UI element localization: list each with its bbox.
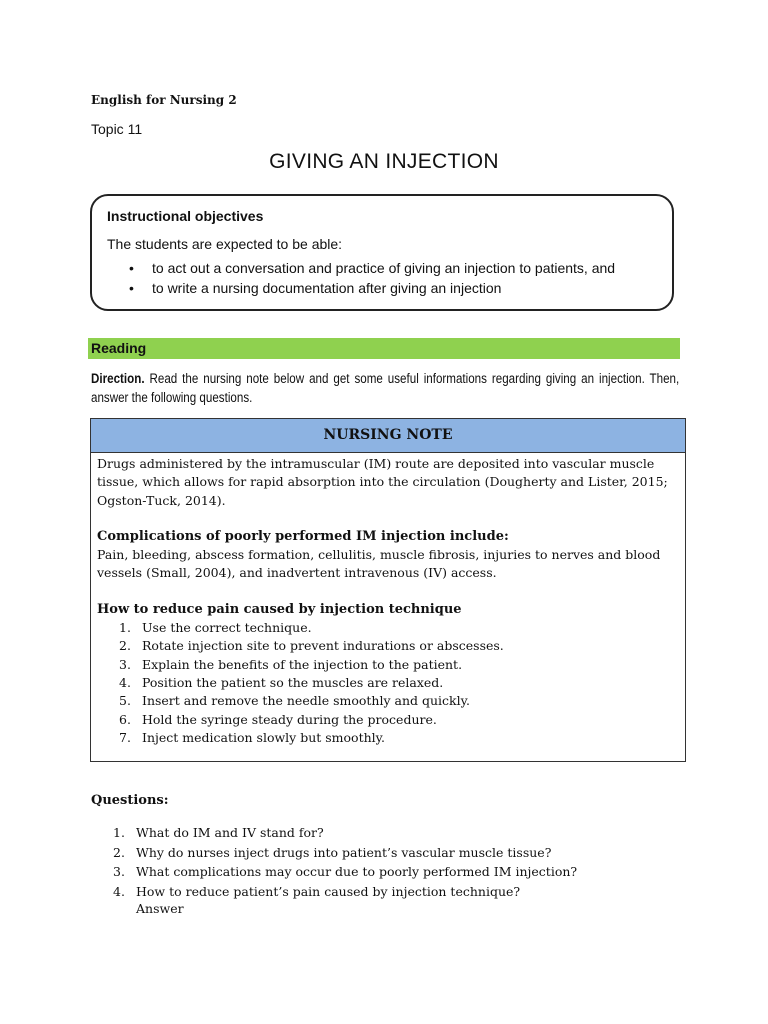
bullet-icon: • xyxy=(129,280,134,296)
nursing-note-body xyxy=(97,455,677,747)
list-item: 7. Inject medication slowly but smoothly. xyxy=(119,729,386,745)
list-item: 3. What complications may occur due to poorly performed IM injection? xyxy=(113,864,578,879)
page-title: GIVING AN INJECTION xyxy=(269,150,499,173)
questions-heading: Questions: xyxy=(91,793,169,808)
note-paragraph: Drugs administered by the intramuscular (IM) route are deposited into vascular muscle tissue, which allows for rapid absorption into the circulation (Dougherty and Lister, 2015; Ogston-Tuck, 2014). xyxy=(97,456,668,508)
list-item: 1. What do IM and IV stand for? xyxy=(113,825,324,840)
direction-label: Direction. xyxy=(91,371,145,386)
list-item: 2. Why do nurses inject drugs into patient’s vascular muscle tissue? xyxy=(113,844,552,860)
answer-label: Answer xyxy=(136,901,184,916)
list-item: 4. How to reduce patient’s pain caused by injection technique? xyxy=(113,883,521,899)
objectives-intro: The students are expected to be able: xyxy=(107,236,343,252)
list-item: 1. Use the correct technique. xyxy=(119,620,312,636)
course-title: English for Nursing 2 xyxy=(91,93,237,107)
pain-reduction-steps xyxy=(97,619,677,747)
complications-text: Pain, bleeding, abscess formation, cellulitis, muscle fibrosis, injuries to nerves and blood vessels (Small, 2004), and inadvertent intravenous (IV) access. xyxy=(97,547,661,581)
objective-text: to act out a conversation and practice of giving an injection to patients, and xyxy=(152,260,616,276)
pain-reduction-heading: How to reduce pain caused by injection technique xyxy=(97,601,462,617)
list-item: 4. Position the patient so the muscles are relaxed. xyxy=(119,674,444,690)
list-item: 3. Explain the benefits of the injection to the patient. xyxy=(119,656,463,672)
topic-label: Topic 11 xyxy=(91,121,143,137)
list-item: 5. Insert and remove the needle smoothly and quickly. xyxy=(119,693,470,709)
objectives-list xyxy=(107,258,615,298)
direction-body: Read the nursing note below and get some useful informations regarding giving an injection. Then, answer the following questions. xyxy=(91,371,680,405)
reading-section-header: Reading xyxy=(88,338,680,359)
objectives-box xyxy=(90,194,674,311)
direction-text xyxy=(91,369,679,407)
nursing-note-heading: NURSING NOTE xyxy=(91,419,685,453)
list-item xyxy=(107,278,615,298)
list-item: 2. Rotate injection site to prevent indurations or abscesses. xyxy=(119,638,504,654)
complications-heading: Complications of poorly performed IM injection include: xyxy=(97,528,509,544)
list-item xyxy=(107,258,615,278)
questions-list xyxy=(91,823,577,901)
nursing-note-table xyxy=(90,418,686,762)
objectives-heading: Instructional objectives xyxy=(107,208,264,224)
bullet-icon: • xyxy=(129,260,134,276)
list-item: 6. Hold the syringe steady during the procedure. xyxy=(119,711,437,727)
objective-text: to write a nursing documentation after giving an injection xyxy=(152,280,502,296)
